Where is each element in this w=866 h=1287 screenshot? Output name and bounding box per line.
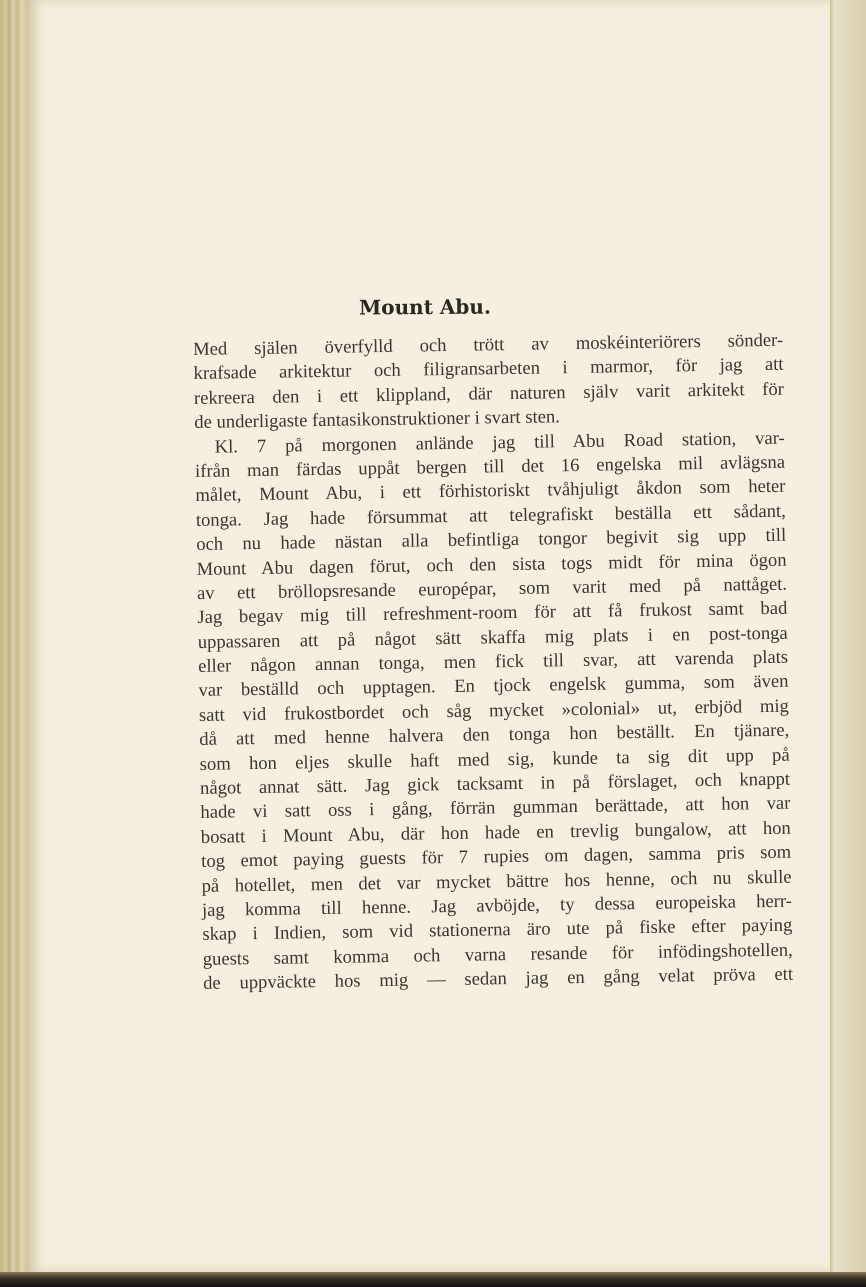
text-line: tog emot paying guests för 7 rupies om dagen, samma pris som [201,841,792,873]
text-line: eller någon annan tonga, men fick till svar, att varenda plats [197,646,789,678]
text-line: på hotellet, men det var mycket bättre hos henne, och nu skulle [201,866,792,897]
book-page-edges [0,0,34,1287]
text-line: hade vi satt oss i gång, förrän gumman berättade, att hon var [200,793,791,824]
text-line: Kl. 7 på morgonen anlände jag till Abu Road station, var- [214,427,785,458]
text-line: Jag begav mig till refreshment-room för att få frukost samt bad [197,597,788,629]
body-text [193,329,793,997]
text-line: uppassaren att på något sätt skaffa mig plats i en post-tonga [197,622,788,653]
text-line: bosatt i Mount Abu, där hon hade en trevlig bungalow, att hon [200,817,791,848]
text-line: målet, Mount Abu, i ett förhistoriskt tvåhjuligt åkdon som heter [195,476,786,507]
text-line: Mount Abu dagen förut, och den sista togs midt för mina ögon [196,549,787,580]
text-line: var beställd och upptagen. En tjock engelsk gumma, som även [198,671,789,702]
text-line: som hon eljes skulle haft med sig, kunde ta sig dit upp på [199,744,790,775]
text-line: jag komma till henne. Jag avböjde, ty dessa europeiska herr- [201,890,793,921]
text-line: ifrån man färdas uppåt bergen till det 16 engelska mil avlägsna [194,451,786,482]
chapter-title: Mount Abu. [359,294,491,320]
text-line: de underligaste fantasikonstruktioner i svart sten. [194,406,561,434]
text-line: tonga. Jag hade försummat att telegrafiskt beställa ett sådant, [195,500,786,531]
text-line: något annat sätt. Jag gick tacksamt in på förslaget, och knappt [199,768,791,799]
text-line: rekreera den i ett klippland, där naturen själv varit arkitekt för [193,378,785,409]
text-line: då att med henne halvera den tonga hon beställt. En tjänare, [199,719,790,751]
text-line: de uppväckte hos mig — sedan jag en gång velat pröva ett [202,963,794,995]
scanner-border [0,1272,866,1287]
text-line: av ett bröllopsresande europépar, som varit med på nattåget. [196,573,788,604]
book-gutter [830,0,866,1287]
text-line: guests samt komma och varna resande för infödingshotellen, [202,939,793,970]
text-line: skap i Indien, som vid stationerna äro ute på fiske efter paying [202,915,793,946]
text-line: satt vid frukostbordet och såg mycket »colonial» ut, erbjöd mig [198,695,790,726]
text-line: Med själen överfylld och trött av moskéinteriörers sönder- [193,329,784,360]
text-line: och nu hade nästan alla befintliga tongor begivit sig upp till [196,524,787,556]
text-line: krafsade arkitektur och filigransarbeten i marmor, för jag att [193,354,784,385]
